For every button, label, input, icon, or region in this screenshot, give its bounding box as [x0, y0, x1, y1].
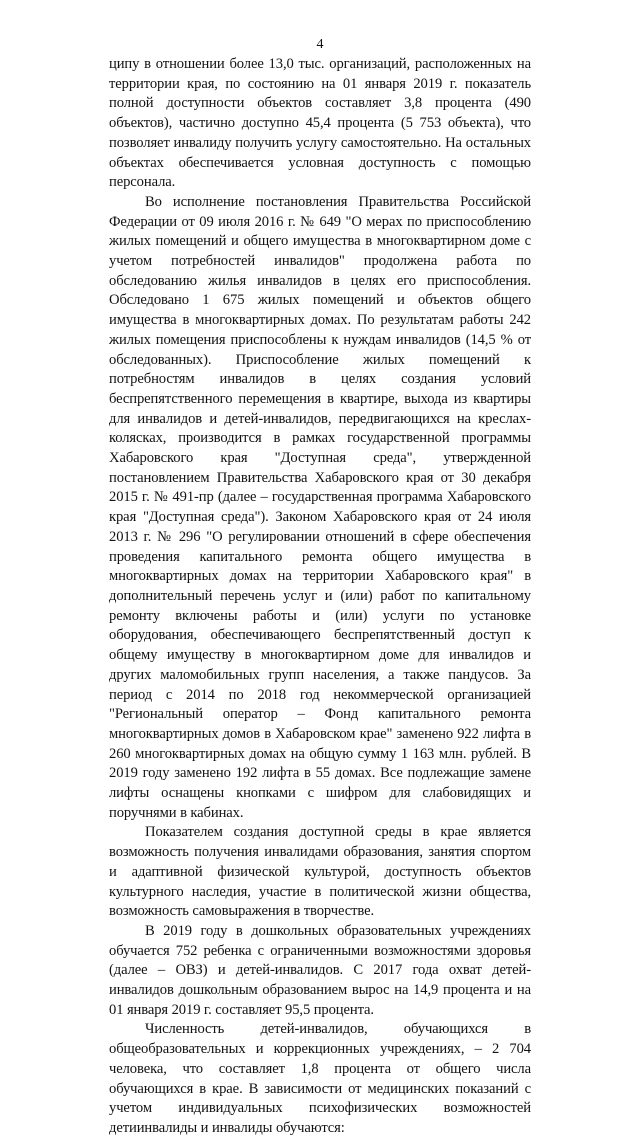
- paragraph-housing-adaptation: Во исполнение постановления Правительства Российской Федерации от 09 июля 2016 г. № 649 "О мерах по приспособлению жилых помещений и общего имущества в многоквартирном доме с учетом потребностей инвалидов" продолжена работа по обследованию жилья инвалидов в целях его приспособления. Обследовано 1 675 жилых помещений и объектов общего имущества в многоквартирных домах. По результатам работы 242 жилых помещения приспособлены к нуждам инвалидов (14,5 % от обследованных). Приспособление жилых помещений к потребностям инвалидов в целях создания условий беспрепятственного перемещения в квартире, выхода из квартиры для инвалидов и детей-инвалидов, передвигающихся на креслах-колясках, производится в рамках государственной программы Хабаровского края "Доступная среда", утвержденной постановлением Правительства Хабаровского края от 30 декабря 2015 г. № 491-пр (далее – государственная программа Хабаровского края "Доступная среда"). Законом Хабаровского края от 24 июля 2013 г. № 296 "О регулировании отношений в сфере обеспечения проведения капитального ремонта общего имущества в многоквартирных домах на территории Хабаровского края" в дополнительный перечень услуг и (или) работ по капитальному ремонту включены работы и (или) услуги по установке оборудования, обеспечивающего беспрепятственный доступ к общему имуществу в многоквартирном доме для инвалидов и других маломобильных групп населения, а также пандусов. За период с 2014 по 2018 год некоммерческой организацией "Региональный оператор – Фонд капитального ремонта многоквартирных домов в Хабаровском крае" заменено 922 лифта в 260 многоквартирных домах на общую сумму 1 163 млн. рублей. В 2019 году заменено 192 лифта в 55 домах. Все подлежащие замене лифты оснащены кнопками с шифром для слабовидящих и поручнями в кабинах.: [109, 193, 531, 821]
- paragraph-accessibility-objects: ципу в отношении более 13,0 тыс. организаций, расположенных на территории края, по состоянию на 01 января 2019 г. показатель полной доступности объектов составляет 3,8 процента (490 объектов), частично доступно 45,4 процента (5 753 объекта), что позволяет инвалиду получить услугу самостоятельно. На остальных объектах обеспечивается условная доступность с помощью персонала.: [109, 56, 531, 191]
- paragraph-preschool-education: В 2019 году в дошкольных образовательных учреждениях обучается 752 ребенка с ограниченными возможностями здоровья (далее – ОВЗ) и детей-инвалидов. С 2017 года охват детей-инвалидов дошкольным образованием вырос на 14,9 процента и на 01 января 2019 г. составляет 95,5 процента.: [109, 922, 531, 1018]
- paragraph-school-education: Численность детей-инвалидов, обучающихся в общеобразовательных и коррекционных учреждениях, – 2 704 человека, что составляет 1,8 процента от общего числа обучающихся в крае. В зависимости от медицинских показаний с учетом индивидуальных психофизических возможностей детиинвалиды и инвалиды обучаются:: [109, 1021, 531, 1136]
- page-number: 4: [316, 37, 324, 52]
- document-body: [109, 55, 531, 1139]
- paragraph-accessible-environment: Показателем создания доступной среды в крае является возможность получения инвалидами образования, занятия спортом и адаптивной физической культурой, доступность объектов культурного наследия, участие в политической жизни общества, возможность самовыражения в творчестве.: [109, 824, 531, 920]
